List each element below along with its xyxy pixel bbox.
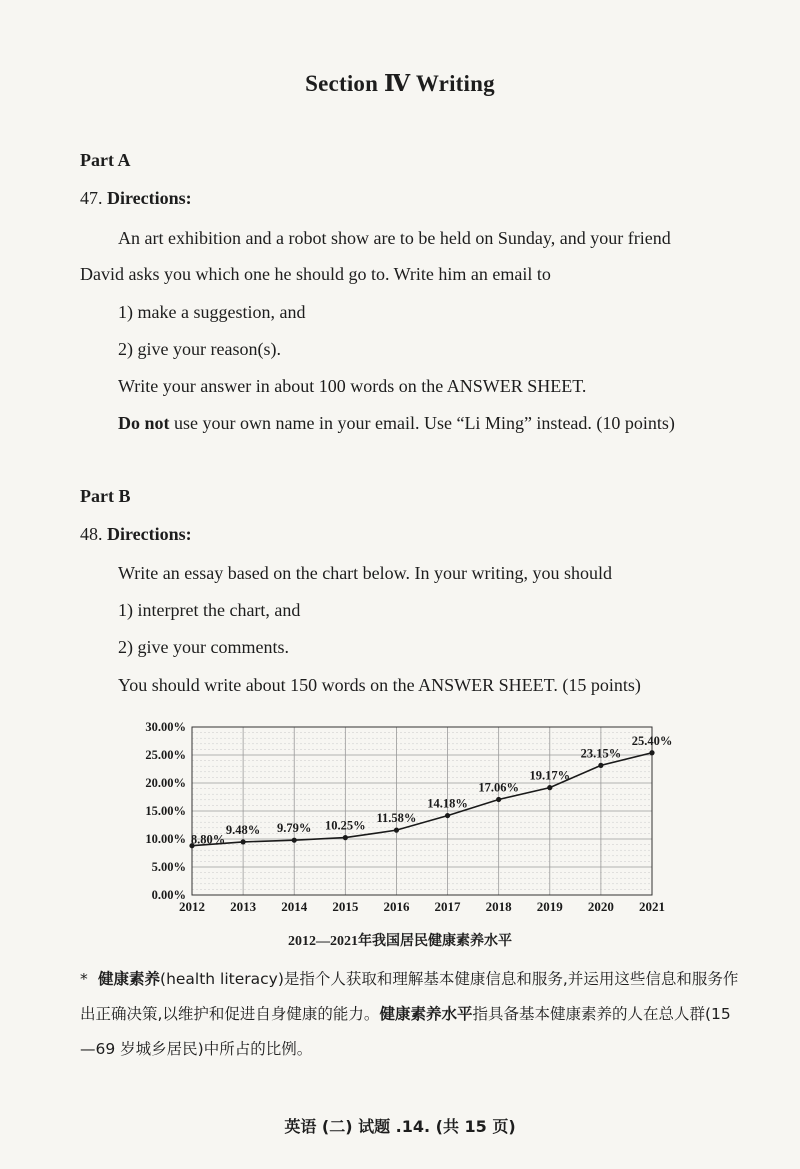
data-label: 11.58% [376, 811, 417, 826]
x-tick-label: 2015 [332, 899, 359, 914]
part-a-line-3: Write your answer in about 100 words on the ANSWER SHEET. [118, 376, 587, 396]
x-tick-label: 2021 [639, 899, 665, 914]
data-label: 17.06% [478, 780, 519, 795]
x-tick-label: 2018 [485, 899, 512, 914]
directions-label: Directions: [107, 524, 192, 544]
page-footer: 英语 (二) 试题 .14. (共 15 页) [284, 1117, 516, 1136]
x-tick-label: 2019 [536, 899, 563, 914]
y-tick-label: 20.00% [145, 776, 186, 790]
note-asterisk: * [80, 970, 88, 988]
data-label: 14.18% [427, 796, 468, 811]
data-label: 10.25% [325, 818, 366, 833]
x-tick-label: 2017 [434, 899, 461, 914]
part-b-item-1: 1) interpret the chart, and [118, 600, 301, 620]
x-tick-label: 2020 [587, 899, 614, 914]
question-47-heading [80, 188, 192, 209]
data-point [343, 835, 348, 840]
data-point [394, 828, 399, 833]
y-tick-label: 10.00% [145, 832, 186, 846]
x-tick-label: 2014 [281, 899, 308, 914]
y-tick-label: 5.00% [151, 860, 186, 874]
part-a-line-1: An art exhibition and a robot show are to be held on Sunday, and your friend [118, 228, 671, 248]
y-tick-label: 15.00% [145, 804, 186, 818]
data-label: 9.79% [277, 821, 312, 836]
data-label: 19.17% [529, 768, 571, 783]
part-b-title: Part B [80, 486, 131, 506]
x-tick-label: 2016 [383, 899, 410, 914]
question-number: 48. [80, 524, 103, 544]
line-chart-svg [120, 712, 680, 930]
data-point [649, 750, 654, 755]
data-point [241, 839, 246, 844]
section-title: Section Ⅳ Writing [305, 71, 495, 96]
part-a-title: Part A [80, 150, 131, 170]
chart-caption: 2012—2021年我国居民健康素养水平 [288, 934, 512, 949]
part-b-line-2: You should write about 150 words on the ANSWER SHEET. (15 points) [118, 675, 641, 695]
question-48-heading [80, 524, 192, 545]
y-tick-label: 0.00% [151, 888, 186, 902]
data-point [598, 763, 603, 768]
health-literacy-chart [120, 712, 680, 952]
part-a-line-4 [118, 413, 675, 434]
data-label: 23.15% [580, 746, 622, 761]
data-point [292, 838, 297, 843]
x-tick-label: 2013 [230, 899, 257, 914]
x-tick-label: 2012 [179, 899, 205, 914]
health-literacy-note [80, 962, 740, 1067]
y-tick-label: 25.00% [145, 748, 186, 762]
chart-data-labels [191, 734, 673, 847]
data-point [547, 785, 552, 790]
note-text-2: 指具备基本健康素养的人在总人群(15—69 岁城乡居民)中所占的比例。 [80, 1005, 731, 1058]
question-number: 47. [80, 188, 103, 208]
note-text-1: (health literacy)是指个人获取和理解基本健康信息和服务,并运用这些信息和服务作出正确决策,以维护和促进自身健康的能力。 [80, 970, 739, 1023]
data-label: 9.48% [225, 822, 261, 837]
data-point [445, 813, 450, 818]
part-a-item-2: 2) give your reason(s). [118, 339, 281, 359]
part-a-line-4-text: use your own name in your email. Use “Li Ming” instead. (10 points) [169, 413, 675, 433]
note-term-1: 健康素养 [98, 970, 161, 988]
y-tick-label: 30.00% [145, 720, 186, 734]
series-line [192, 753, 652, 846]
part-b-item-2: 2) give your comments. [118, 637, 289, 657]
data-label: 8.80% [190, 832, 226, 847]
data-label: 25.40% [631, 733, 673, 748]
directions-label: Directions: [107, 188, 192, 208]
part-a-item-1: 1) make a suggestion, and [118, 302, 306, 322]
data-point [496, 797, 501, 802]
do-not-emphasis: Do not [118, 413, 170, 433]
note-term-2: 健康素养水平 [379, 1005, 473, 1023]
part-b-line-1: Write an essay based on the chart below. In your writing, you should [118, 563, 612, 583]
part-a-line-2: David asks you which one he should go to. Write him an email to [80, 264, 551, 284]
